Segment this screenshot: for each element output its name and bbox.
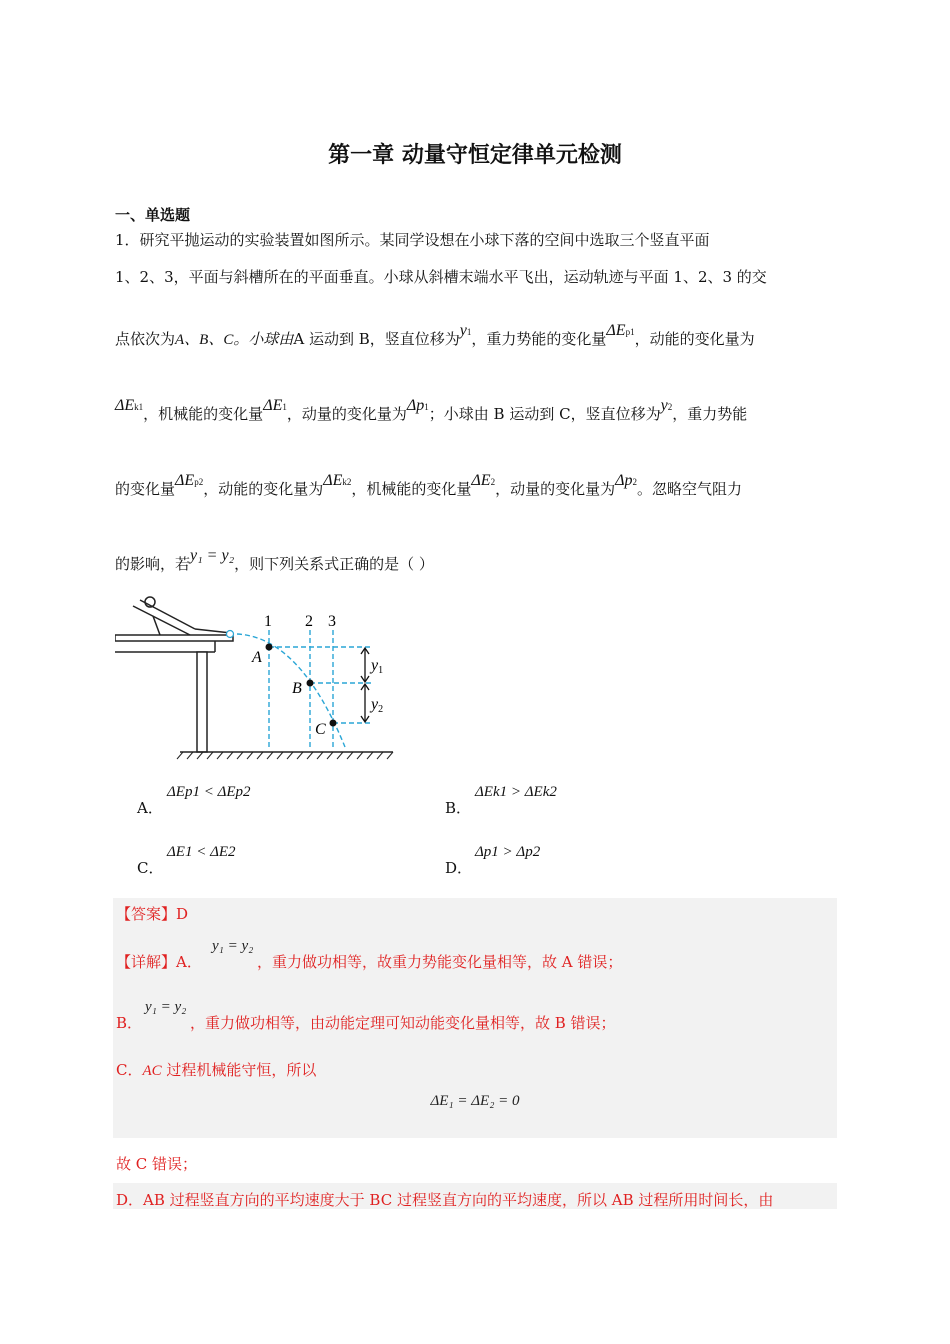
answer-label: 【答案】D [116, 905, 189, 923]
detail-c-tail: 故 C 错误； [116, 1155, 198, 1173]
ground-hatch [177, 752, 393, 759]
detail-label: 【详解】A． [116, 953, 202, 971]
detail-c-line [116, 1059, 316, 1080]
point-B [307, 680, 314, 687]
q6-a: 的影响，若 [115, 555, 191, 573]
detail-d-label: D． [116, 1191, 144, 1209]
detail-b-eq: y₁ = y₂ [145, 999, 187, 1015]
ball-exit [227, 631, 234, 638]
q5-a: 的变化量 [115, 480, 176, 498]
option-c-letter[interactable]: C． [137, 859, 164, 877]
detail-a-eq: y₁ = y₂ [212, 938, 254, 954]
plane-label-1: 1 [264, 613, 272, 630]
sym-dp1: Δp1 [406, 397, 429, 414]
option-b-letter[interactable]: B． [445, 799, 472, 817]
question-line-6 [115, 547, 434, 574]
q3-e: ，动能的变化量为 [634, 330, 755, 348]
question-line-1: 1．研究平抛运动的实验装置如图所示。某同学设想在小球下落的空间中选取三个竖直平面 [115, 231, 710, 249]
eq-y1-y2: y₁ = y₂ [190, 547, 235, 564]
option-d-expr: Δp1 > Δp2 [475, 844, 541, 860]
detail-c-label: C． [116, 1061, 143, 1079]
disp-label-y1: y1 [371, 657, 384, 676]
sym-dEk2: ΔEk2 [323, 472, 352, 489]
disp-label-y2: y2 [371, 696, 384, 715]
detail-b-text: ，重力做功相等，由动能定理可知动能变化量相等，故 B 错误； [190, 1014, 616, 1032]
chute-upper [133, 606, 190, 635]
q5-e: 。忽略空气阻力 [636, 480, 742, 498]
sym-dEp1: ΔEp1 [606, 322, 635, 339]
point-label-C: C [315, 721, 326, 738]
q5-b: ，动能的变化量为 [203, 480, 324, 498]
q3-c: A 运动到 B，竖直位移为 [293, 330, 460, 348]
plane-label-3: 3 [328, 613, 336, 630]
point-A [266, 644, 273, 651]
sym-dp2: Δp2 [615, 472, 637, 489]
question-line-2: 1、2、3，平面与斜槽所在的平面垂直。小球从斜槽末端水平飞出，运动轨迹与平面 1、2、3 的交 [115, 268, 767, 286]
table-top [115, 635, 233, 641]
q4-a: ，机械能的变化量 [143, 405, 264, 423]
option-d-letter[interactable]: D． [445, 859, 473, 877]
detail-c-eq: ΔE₁ = ΔE₂ = 0 [430, 1093, 520, 1109]
section-heading: 一、单选题 [115, 206, 191, 224]
sym-y1: y1 [459, 322, 472, 339]
q3-b: A、B、C。小球由 [175, 332, 294, 348]
sym-dE1: ΔE1 [263, 397, 287, 414]
detail-b-label: B． [116, 1014, 143, 1032]
sym-dE2: ΔE2 [471, 472, 496, 489]
sym-y2: y2 [660, 397, 673, 414]
point-label-B: B [292, 680, 302, 697]
q4-b: ，动量的变化量为 [286, 405, 407, 423]
question-line-4 [115, 397, 748, 424]
q3-d: ，重力势能的变化量 [471, 330, 607, 348]
projectile-diagram [115, 592, 395, 762]
q5-c: ，机械能的变化量 [351, 480, 472, 498]
detail-c-text: 过程机械能守恒，所以 [161, 1061, 317, 1079]
option-a-letter[interactable]: A． [137, 799, 163, 817]
option-a-expr: ΔEp1 < ΔEp2 [167, 784, 251, 800]
q5-d: ，动量的变化量为 [495, 480, 616, 498]
question-line-3 [115, 322, 755, 349]
detail-d-text: AB 过程竖直方向的平均速度大于 BC 过程竖直方向的平均速度，所以 AB 过程所用时间长，由 [143, 1191, 774, 1209]
sym-dEk1: ΔEk1 [115, 397, 144, 414]
q4-d: ，重力势能 [672, 405, 748, 423]
plane-lines [237, 630, 373, 747]
disp-arrows [361, 648, 369, 722]
sym-dEp2: ΔEp2 [175, 472, 204, 489]
q4-c: ；小球由 B 运动到 C，竖直位移为 [428, 405, 661, 423]
point-label-A: A [252, 649, 262, 666]
detail-c-ac: AC [142, 1063, 162, 1079]
point-C [330, 720, 337, 727]
plane-label-2: 2 [305, 613, 313, 630]
q6-b: ，则下列关系式正确的是（ ） [234, 555, 434, 573]
q3-a: 点依次为 [115, 330, 176, 348]
option-c-expr: ΔE1 < ΔE2 [167, 844, 236, 860]
page-title: 第一章 动量守恒定律单元检测 [328, 143, 622, 168]
question-line-5 [115, 472, 742, 499]
detail-d-line [116, 1189, 773, 1210]
option-b-expr: ΔEk1 > ΔEk2 [475, 784, 557, 800]
detail-a-text: ，重力做功相等，故重力势能变化量相等，故 A 错误； [257, 953, 623, 971]
table-leg [197, 652, 207, 752]
